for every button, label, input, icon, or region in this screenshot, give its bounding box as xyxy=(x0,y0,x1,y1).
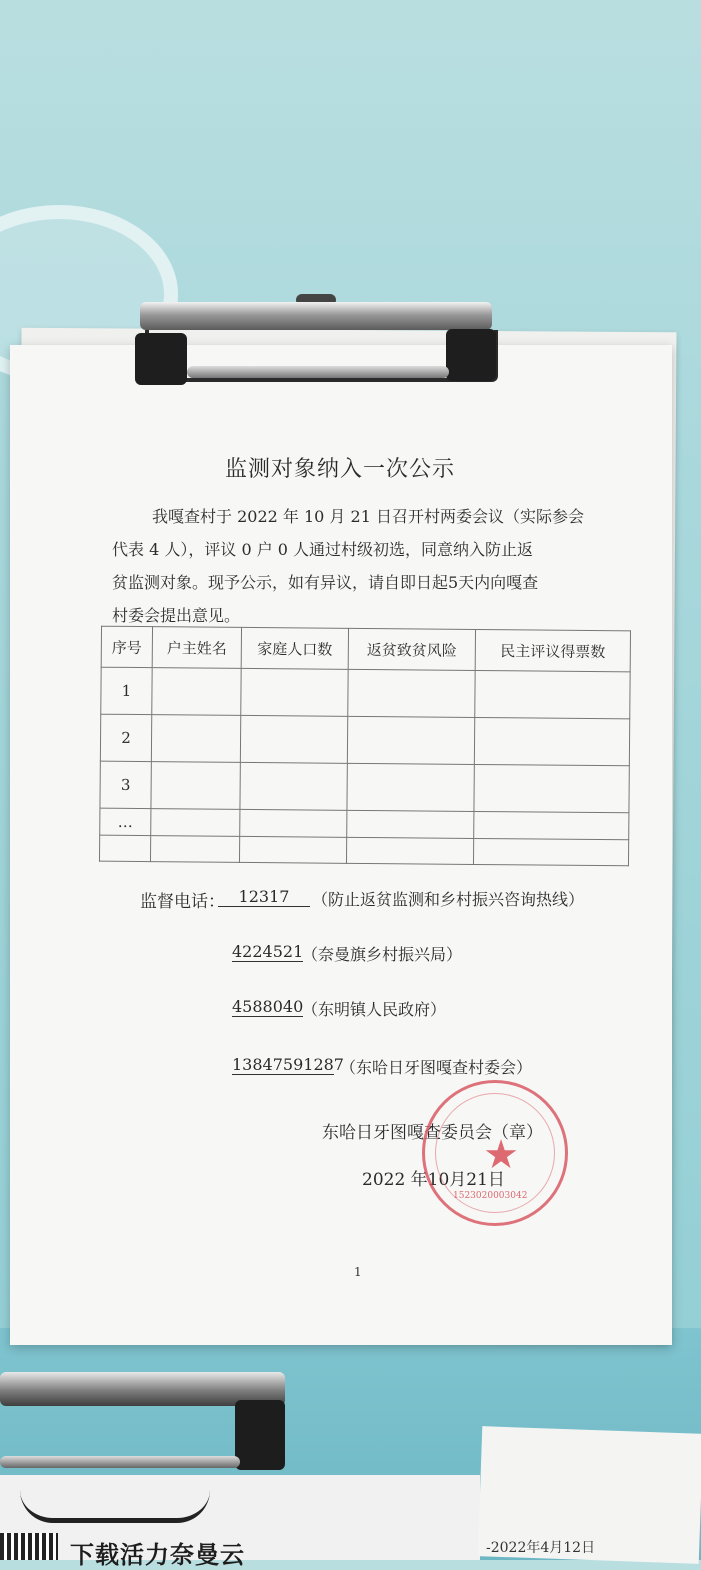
header-index: 序号 xyxy=(101,626,152,667)
clip-foot-left xyxy=(135,333,187,385)
seal-code: 1523020003042 xyxy=(453,1191,528,1201)
header-household-size: 家庭人口数 xyxy=(241,627,348,669)
notice-paragraph xyxy=(112,500,612,632)
second-clip-foot xyxy=(235,1400,285,1470)
phone-number-hotline: 12317 xyxy=(218,887,310,907)
table-row xyxy=(100,761,629,813)
header-risk: 返贫致贫风险 xyxy=(348,628,475,670)
official-seal xyxy=(422,1080,568,1226)
seal-star-icon: ★ xyxy=(483,1132,519,1178)
phone-number-bureau: 4224521 xyxy=(232,942,304,961)
signature-date: 2022 年10月21日 xyxy=(362,1170,505,1190)
qr-code-icon xyxy=(0,1533,58,1560)
row-index: … xyxy=(100,808,151,835)
row-index: 1 xyxy=(101,667,152,715)
glasses-icon xyxy=(20,1490,210,1523)
poster-text: 下载活力奈曼云 xyxy=(70,1541,245,1569)
para-line-2: 代表 4 人），评议 0 户 0 人通过村级初选，同意纳入防止返 xyxy=(112,540,534,559)
phone-note-hotline: （防止返贫监测和乡村振兴咨询热线） xyxy=(312,890,585,909)
header-name: 户主姓名 xyxy=(152,627,241,669)
table-header-row xyxy=(101,626,630,672)
row-index: 2 xyxy=(100,714,151,762)
clip-foot-right xyxy=(446,329,496,381)
notice-title: 监测对象纳入一次公示 xyxy=(224,457,455,482)
supervision-label: 监督电话： xyxy=(140,892,225,912)
clip-wire xyxy=(187,366,449,378)
second-sheet-date: -2022年4月12日 xyxy=(486,1540,596,1556)
table-row xyxy=(101,667,630,719)
clip-bar[interactable] xyxy=(140,302,492,330)
phone-number-village: 13847591287 xyxy=(232,1055,344,1074)
row-index xyxy=(99,835,150,862)
phone-note-village: （东哈日牙图嘎查村委会） xyxy=(340,1058,533,1077)
header-votes: 民主评议得票数 xyxy=(475,629,630,671)
para-line-3: 贫监测对象。现予公示，如有异议，请自即日起5天内向嘎查 xyxy=(112,573,539,592)
para-line-4: 村委会提出意见。 xyxy=(112,606,241,625)
row-index: 3 xyxy=(100,761,151,809)
signature-line: 东哈日牙图嘎查委员会（章） xyxy=(322,1123,543,1143)
monitoring-table xyxy=(99,626,631,867)
para-line-1: 我嘎查村于 2022 年 10 月 21 日召开村两委会议（实际参会 xyxy=(152,507,584,526)
phone-note-bureau: （奈曼旗乡村振兴局） xyxy=(302,945,463,964)
table-row xyxy=(100,714,629,766)
phone-number-township: 4588040 xyxy=(232,997,304,1016)
phone-note-township: （东明镇人民政府） xyxy=(302,1000,447,1019)
page-number: 1 xyxy=(354,1265,362,1279)
second-clip-wire xyxy=(0,1456,240,1468)
table-row xyxy=(99,835,628,866)
